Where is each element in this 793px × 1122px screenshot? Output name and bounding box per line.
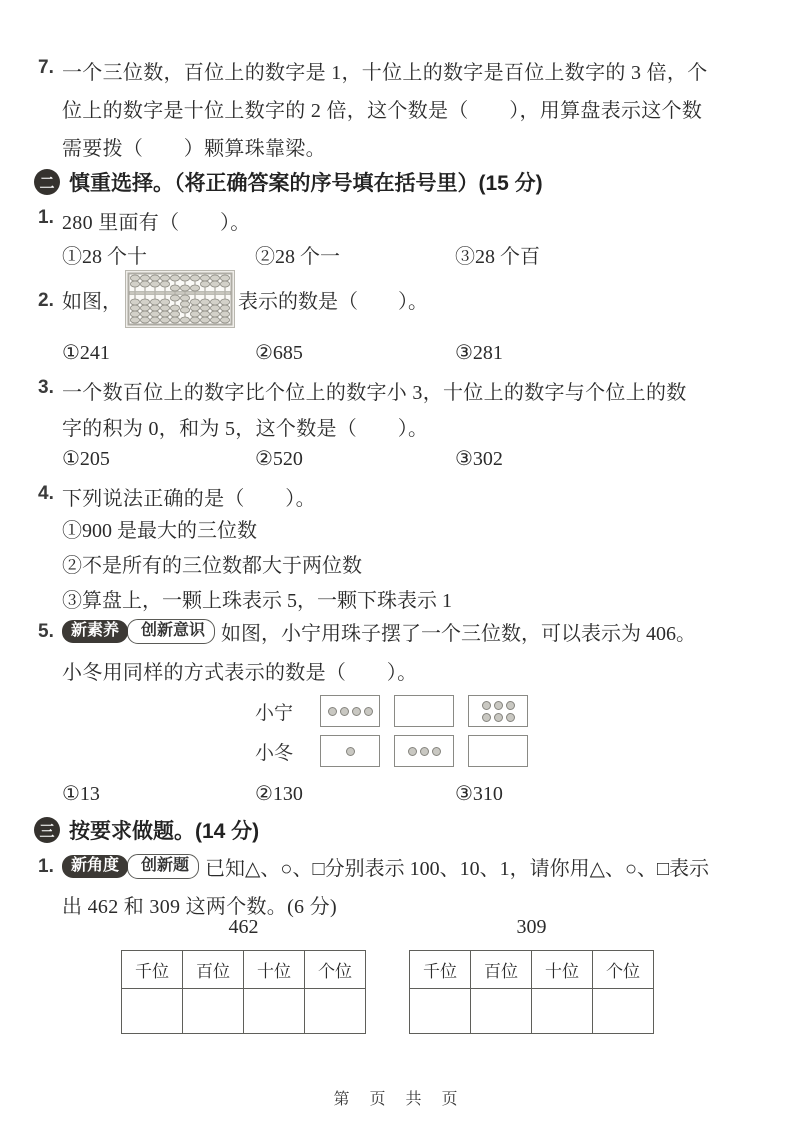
section-2-marker-icon: 二: [34, 169, 60, 195]
s2-q1-text: 280 里面有（ ）。: [62, 212, 251, 234]
question-7-line-2: 位上的数字是十位上数字的 2 倍，这个数是（ ），用算盘表示这个数: [62, 100, 703, 122]
s2-q4-number: 4.: [38, 483, 54, 504]
s2-q5-line-2: 小冬用同样的方式表示的数是（ ）。: [62, 662, 418, 684]
table-header-cell: 个位: [305, 951, 366, 989]
bead-box-2: [394, 735, 454, 767]
s2-q1-options: [62, 240, 540, 269]
option-1: ①13: [62, 783, 100, 805]
bead-box-3: [468, 695, 528, 727]
bead: [506, 713, 515, 722]
bead: [432, 747, 441, 756]
s2-q2-number: 2.: [38, 290, 54, 311]
table-empty-cell: [183, 989, 244, 1034]
s2-q5-text-1: 如图，小宁用珠子摆了一个三位数，可以表示为 406。: [221, 623, 697, 645]
page-footer: 第 页 共 页: [333, 1091, 460, 1108]
section-3-marker-icon: 三: [34, 817, 60, 843]
table-header-cell: 百位: [183, 951, 244, 989]
option-2: ②130: [255, 783, 303, 805]
statement-2: ②不是所有的三位数都大于两位数: [62, 555, 362, 577]
badge-new-angle: 新角度: [62, 855, 128, 878]
bead-row-小冬: [255, 735, 542, 767]
table-header-cell: 千位: [122, 951, 183, 989]
bead: [420, 747, 429, 756]
s3-q1-number: 1.: [38, 856, 54, 877]
bead-diagram: [255, 695, 542, 775]
option-2: ②685: [255, 342, 303, 364]
table-caption: 309: [516, 916, 547, 938]
table-header-cell: 千位: [410, 951, 471, 989]
s2-q2-row: [62, 268, 428, 330]
bead-box-2: [394, 695, 454, 727]
question-7-line-3: 需要拨（ ）颗算珠靠梁。: [62, 138, 326, 160]
table-empty-cell: [471, 989, 532, 1034]
table-caption: 462: [228, 916, 259, 938]
s3-q1-text-1: 已知△、○、□分别表示 100、10、1，请你用△、○、□表示: [205, 858, 710, 880]
bead-row-小宁: [255, 695, 542, 727]
bead: [352, 707, 361, 716]
bead: [482, 701, 491, 710]
question-7-number: 7.: [38, 57, 54, 78]
section-2-header: [34, 167, 543, 197]
s3-q1-line-1: [62, 852, 709, 881]
option-1: ①205: [62, 448, 110, 470]
bead-box-3: [468, 735, 528, 767]
bead-row-label: 小宁: [255, 702, 294, 724]
place-value-table: [121, 950, 366, 1034]
section-2-title: 慎重选择。（将正确答案的序号填在括号里）(15 分): [69, 172, 543, 195]
option-2: ②28 个一: [255, 246, 340, 268]
statement-3: ③算盘上，一颗上珠表示 5，一颗下珠表示 1: [62, 590, 452, 612]
badge-new-literacy: 新素养: [62, 620, 128, 643]
table-empty-cell: [122, 989, 183, 1034]
bead: [408, 747, 417, 756]
option-3: ③310: [455, 783, 503, 805]
s2-q3-line-2: 字的积为 0，和为 5，这个数是（ ）。: [62, 418, 429, 440]
option-3: ③281: [455, 342, 503, 364]
place-value-tables: [121, 916, 654, 1034]
option-3: ③302: [455, 448, 503, 470]
bead: [346, 747, 355, 756]
s3-q1-line-2: 出 462 和 309 这两个数。(6 分): [62, 896, 337, 918]
badge-innovation-question: 创新题: [127, 854, 199, 879]
option-1: ①241: [62, 342, 110, 364]
table-empty-cell: [244, 989, 305, 1034]
table-empty-cell: [305, 989, 366, 1034]
s2-q5-options: [62, 781, 503, 806]
s2-q1-number: 1.: [38, 207, 54, 228]
bead: [328, 707, 337, 716]
bead-box-1: [320, 695, 380, 727]
table-header-cell: 百位: [471, 951, 532, 989]
abacus-image: [125, 270, 235, 328]
bead: [494, 701, 503, 710]
table-block-462: [121, 916, 366, 1034]
bead: [340, 707, 349, 716]
bead-box-1: [320, 735, 380, 767]
table-block-309: [409, 916, 654, 1034]
table-header-cell: 十位: [532, 951, 593, 989]
bead: [506, 701, 515, 710]
s2-q4-text: 下列说法正确的是（ ）。: [62, 488, 316, 510]
section-3-header: [34, 815, 259, 845]
bead: [482, 713, 491, 722]
place-value-table: [409, 950, 654, 1034]
option-3: ③28 个百: [455, 246, 540, 268]
table-empty-cell: [593, 989, 654, 1034]
s2-q2-options: [62, 340, 503, 365]
table-empty-cell: [532, 989, 593, 1034]
section-3-title: 按要求做题。(14 分): [69, 820, 260, 843]
badge-innovation-awareness: 创新意识: [127, 619, 215, 644]
s2-q4-statements: [62, 514, 452, 619]
bead: [364, 707, 373, 716]
table-header-cell: 个位: [593, 951, 654, 989]
s2-q3-line-1: 一个数百位上的数字比个位上的数字小 3，十位上的数字与个位上的数: [62, 382, 687, 404]
question-7-line-1: 一个三位数，百位上的数字是 1，十位上的数字是百位上数字的 3 倍，个: [62, 62, 708, 84]
option-1: ①28 个十: [62, 246, 147, 268]
s2-q3-number: 3.: [38, 377, 54, 398]
statement-1: ①900 是最大的三位数: [62, 520, 257, 542]
option-2: ②520: [255, 448, 303, 470]
s2-q3-options: [62, 446, 503, 471]
s2-q2-text-before: 如图，: [62, 290, 122, 313]
s2-q5-line-1: [62, 617, 696, 646]
table-header-cell: 十位: [244, 951, 305, 989]
bead-row-label: 小冬: [255, 742, 294, 764]
bead: [494, 713, 503, 722]
s2-q2-text-after: 表示的数是（ ）。: [238, 290, 428, 313]
table-empty-cell: [410, 989, 471, 1034]
s2-q5-number: 5.: [38, 621, 54, 642]
